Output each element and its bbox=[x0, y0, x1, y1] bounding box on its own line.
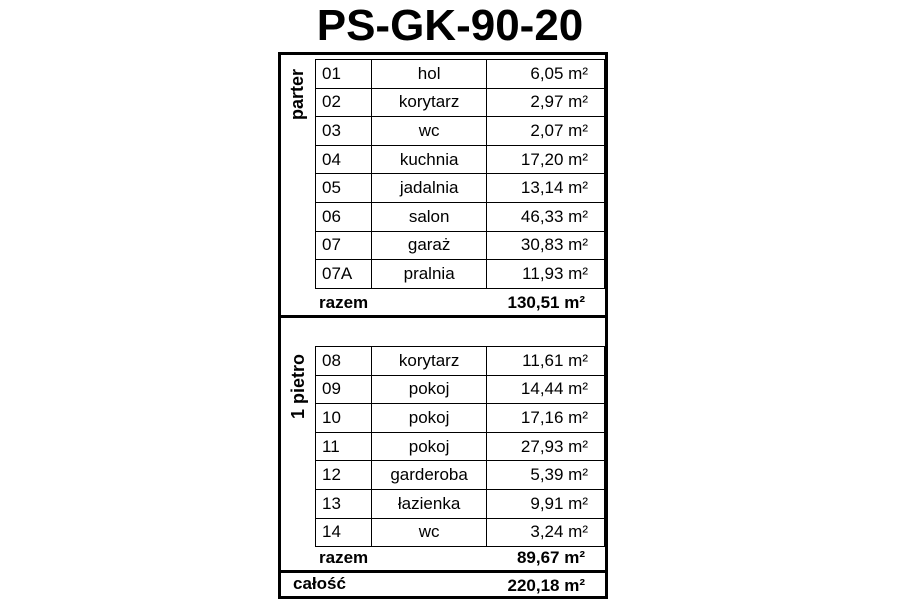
room-area: 5,39 m² bbox=[487, 461, 605, 490]
table-row bbox=[316, 174, 605, 203]
table-row bbox=[316, 117, 605, 146]
room-area: 13,14 m² bbox=[487, 174, 605, 203]
room-area: 17,16 m² bbox=[487, 404, 605, 433]
room-name: pokoj bbox=[371, 404, 487, 433]
room-name: wc bbox=[371, 117, 487, 146]
floor-label-1-pietro bbox=[283, 346, 313, 426]
table-row bbox=[316, 88, 605, 117]
room-number: 01 bbox=[316, 60, 372, 89]
room-area: 27,93 m² bbox=[487, 432, 605, 461]
room-number: 05 bbox=[316, 174, 372, 203]
room-area: 11,93 m² bbox=[487, 260, 605, 289]
table-row bbox=[316, 260, 605, 289]
floor-label-text: 1 pietro bbox=[287, 353, 308, 419]
rooms-table-parter bbox=[315, 59, 605, 289]
floor-section-parter bbox=[281, 55, 605, 315]
room-number: 07 bbox=[316, 231, 372, 260]
table-row bbox=[316, 518, 605, 547]
table-row bbox=[316, 404, 605, 433]
room-name: łazienka bbox=[371, 489, 487, 518]
room-number: 02 bbox=[316, 88, 372, 117]
table-row bbox=[316, 489, 605, 518]
subtotal-value-parter: 130,51 m² bbox=[507, 293, 585, 312]
room-area: 46,33 m² bbox=[487, 202, 605, 231]
table-row bbox=[316, 145, 605, 174]
room-name: kuchnia bbox=[371, 145, 487, 174]
room-name: korytarz bbox=[371, 347, 487, 376]
room-name: korytarz bbox=[371, 88, 487, 117]
room-number: 04 bbox=[316, 145, 372, 174]
room-name: jadalnia bbox=[371, 174, 487, 203]
room-area: 11,61 m² bbox=[487, 347, 605, 376]
room-area: 2,07 m² bbox=[487, 117, 605, 146]
grand-total-value: 220,18 m² bbox=[507, 576, 585, 595]
room-number: 07A bbox=[316, 260, 372, 289]
section-divider bbox=[281, 570, 605, 573]
room-area: 14,44 m² bbox=[487, 375, 605, 404]
table-row bbox=[316, 347, 605, 376]
floor-label-parter bbox=[283, 59, 313, 129]
room-number: 13 bbox=[316, 489, 372, 518]
room-area: 17,20 m² bbox=[487, 145, 605, 174]
table-row bbox=[316, 432, 605, 461]
room-number: 03 bbox=[316, 117, 372, 146]
subtotal-label-1-pietro: razem bbox=[319, 548, 369, 567]
room-name: pokoj bbox=[371, 432, 487, 461]
room-name: wc bbox=[371, 518, 487, 547]
room-name: pralnia bbox=[371, 260, 487, 289]
document-title: PS-GK-90-20 bbox=[316, 1, 584, 50]
rooms-table-1-pietro bbox=[315, 346, 605, 547]
room-number: 09 bbox=[316, 375, 372, 404]
subtotal-value-1-pietro: 89,67 m² bbox=[516, 548, 585, 567]
room-area-table bbox=[278, 52, 608, 599]
room-name: garaż bbox=[371, 231, 487, 260]
room-area: 6,05 m² bbox=[487, 60, 605, 89]
room-number: 11 bbox=[316, 432, 372, 461]
room-number: 12 bbox=[316, 461, 372, 490]
room-area: 3,24 m² bbox=[487, 518, 605, 547]
room-number: 10 bbox=[316, 404, 372, 433]
grand-total-label: całość bbox=[293, 574, 346, 593]
table-row bbox=[316, 231, 605, 260]
room-name: pokoj bbox=[371, 375, 487, 404]
room-name: salon bbox=[371, 202, 487, 231]
table-row bbox=[316, 461, 605, 490]
floor-label-text: parter bbox=[287, 68, 308, 120]
table-row bbox=[316, 202, 605, 231]
table-row bbox=[316, 60, 605, 89]
room-area: 2,97 m² bbox=[487, 88, 605, 117]
room-number: 08 bbox=[316, 347, 372, 376]
room-name: garderoba bbox=[371, 461, 487, 490]
room-area: 9,91 m² bbox=[487, 489, 605, 518]
room-number: 14 bbox=[316, 518, 372, 547]
subtotal-label-parter: razem bbox=[319, 293, 369, 312]
floor-section-1-pietro bbox=[281, 318, 605, 570]
room-number: 06 bbox=[316, 202, 372, 231]
table-row bbox=[316, 375, 605, 404]
room-area: 30,83 m² bbox=[487, 231, 605, 260]
room-name: hol bbox=[371, 60, 487, 89]
